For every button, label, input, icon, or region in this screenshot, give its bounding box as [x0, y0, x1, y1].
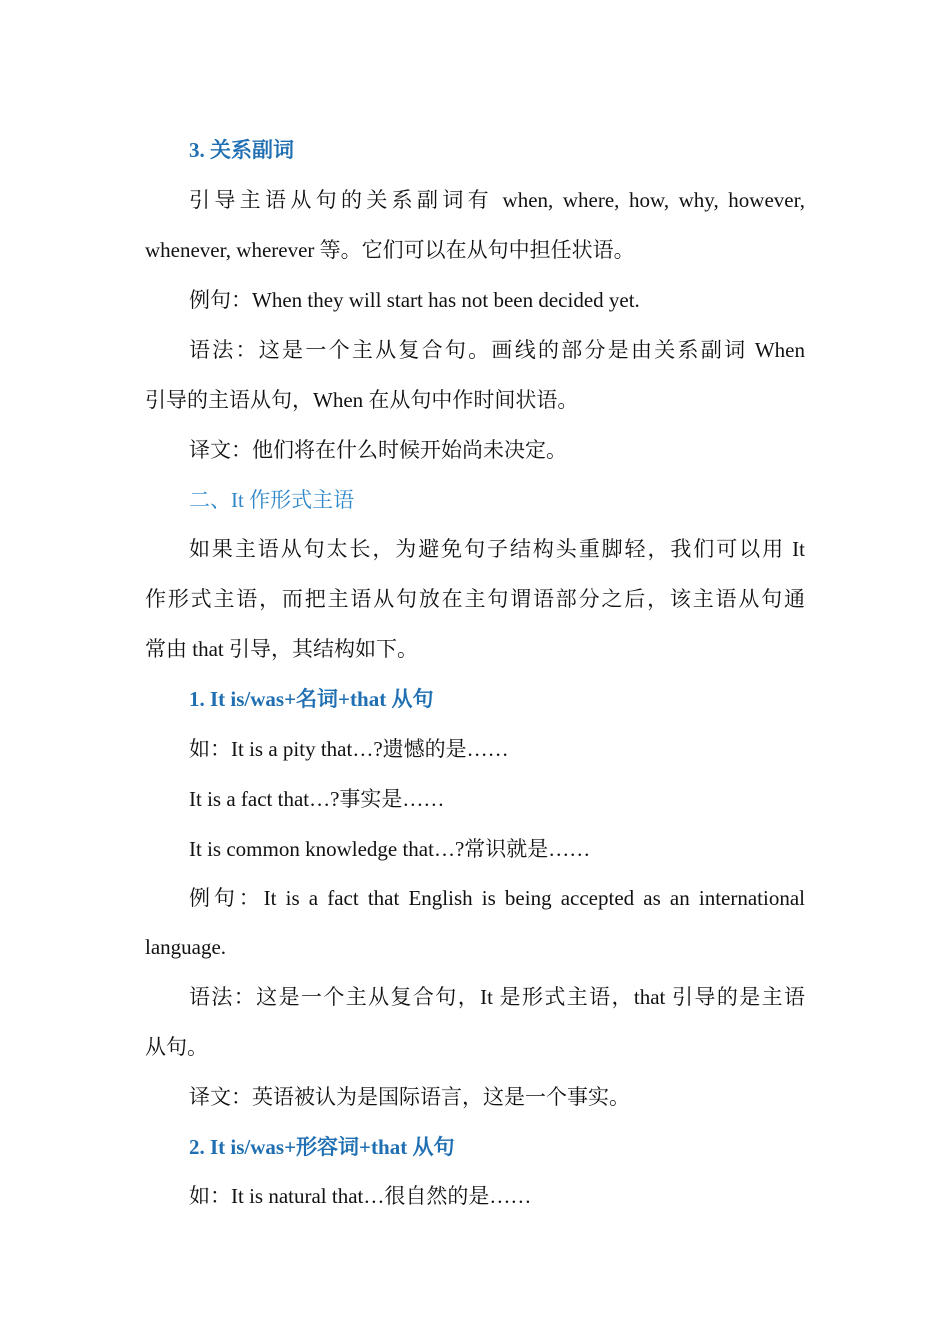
section-heading: 3. 关系副词: [189, 138, 294, 162]
phrase-example: It is a fact that…?事实是……: [189, 787, 445, 811]
paragraph-line: 作形式主语，而把主语从句放在主句谓语部分之后，该主语从句通: [145, 587, 805, 611]
paragraph-line: whenever, wherever 等。它们可以在从句中担任状语。: [145, 238, 635, 262]
part-heading: 二、It 作形式主语: [189, 488, 355, 512]
phrase-example: 如：It is natural that…很自然的是……: [189, 1184, 532, 1208]
paragraph-line: 如果主语从句太长，为避免句子结构头重脚轻，我们可以用 It: [189, 537, 805, 561]
paragraph-line: 引导主语从句的关系副词有 when, where, how, why, however,: [189, 188, 805, 212]
translation: 译文：英语被认为是国际语言，这是一个事实。: [189, 1085, 630, 1109]
grammar-note: 从句。: [145, 1035, 208, 1059]
phrase-example: 如：It is a pity that…?遗憾的是……: [189, 737, 509, 761]
grammar-note: 语法：这是一个主从复合句，It 是形式主语，that 引导的是主语: [189, 985, 805, 1009]
example-sentence: 例句：It is a fact that English is being accepted as an international: [189, 886, 805, 910]
grammar-note: 语法：这是一个主从复合句。画线的部分是由关系副词 When: [189, 338, 805, 362]
example-sentence: 例句：When they will start has not been decided yet.: [189, 288, 640, 312]
grammar-note: 引导的主语从句，When 在从句中作时间状语。: [145, 388, 579, 412]
phrase-example: It is common knowledge that…?常识就是……: [189, 837, 591, 861]
paragraph-line: 常由 that 引导，其结构如下。: [145, 637, 418, 661]
translation: 译文：他们将在什么时候开始尚未决定。: [189, 438, 567, 462]
section-heading: 1. It is/was+名词+that 从句: [189, 687, 434, 711]
example-sentence: language.: [145, 935, 227, 959]
section-heading: 2. It is/was+形容词+that 从句: [189, 1135, 455, 1159]
